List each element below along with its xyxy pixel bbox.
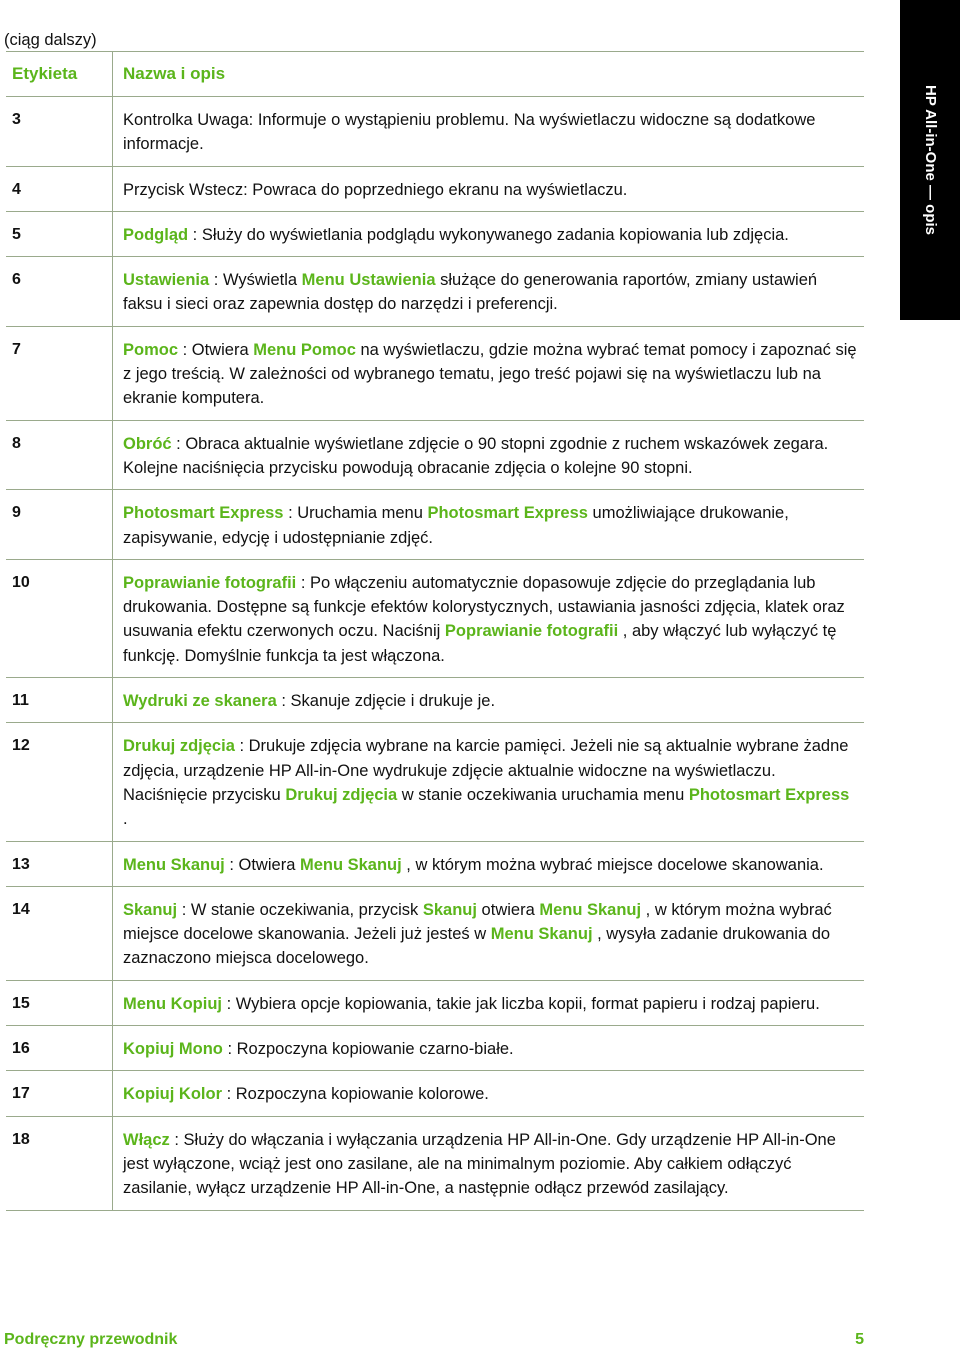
row-label: 14 bbox=[6, 887, 113, 980]
table-body bbox=[6, 97, 864, 1211]
row-description bbox=[113, 723, 864, 840]
row-label: 4 bbox=[6, 167, 113, 211]
table-row bbox=[6, 842, 864, 887]
button-name: Skanuj bbox=[422, 900, 477, 919]
button-name: Menu Skanuj bbox=[299, 855, 402, 874]
row-label: 11 bbox=[6, 678, 113, 722]
row-label: 15 bbox=[6, 981, 113, 1025]
table-row bbox=[6, 490, 864, 560]
row-description bbox=[113, 257, 864, 326]
button-name: Poprawianie fotografii bbox=[444, 622, 619, 641]
row-description bbox=[113, 1071, 864, 1115]
description-text: : Wybiera opcje kopiowania, takie jak liczba kopii, format papieru i rodzaj papieru. bbox=[221, 994, 820, 1013]
description-text: otwiera bbox=[476, 900, 540, 919]
description-text: . bbox=[123, 810, 128, 829]
button-description-table bbox=[6, 51, 864, 1211]
row-description bbox=[113, 421, 864, 490]
description-text: : Drukuje zdjęcia wybrane na karcie pamięci. Jeżeli nie są aktualnie wybrane żadne zdjęcia, urządzenie HP All-in-One wydrukuje zdjęcie aktualnie widoczne na wyświetlaczu. Naciśnięcie przycisku bbox=[123, 737, 849, 804]
description-text: : Rozpoczyna kopiowanie kolorowe. bbox=[221, 1085, 489, 1104]
row-description bbox=[113, 842, 864, 886]
description-text: , aby włączyć lub wyłączyć tę funkcję. Domyślnie funkcja ta jest włączona. bbox=[123, 622, 837, 665]
row-label: 9 bbox=[6, 490, 113, 559]
button-name: Wydruki ze skanera bbox=[123, 692, 277, 711]
table-row bbox=[6, 1026, 864, 1071]
button-name: Menu Skanuj bbox=[123, 855, 225, 874]
row-label: 10 bbox=[6, 560, 113, 677]
row-description bbox=[113, 887, 864, 980]
button-name: Menu Kopiuj bbox=[123, 994, 222, 1013]
header-label: Etykieta bbox=[6, 52, 113, 96]
table-row bbox=[6, 723, 864, 841]
row-description bbox=[113, 981, 864, 1025]
description-text: : Obraca aktualnie wyświetlane zdjęcie o 90 stopni zgodnie z ruchem wskazówek zegara. Kolejne naciśnięcia przycisku powodują obracanie zdjęcia o kolejne 90 stopni. bbox=[123, 434, 829, 477]
table-row bbox=[6, 167, 864, 212]
row-description bbox=[113, 212, 864, 256]
description-text: : Po włączeniu automatycznie dopasowuje zdjęcie do przeglądania lub drukowania. Dostępne są funkcje efektów kolorystycznych, ustawiania jasności zdjęcia, klatek oraz usuwania efektu czerwonych oczu. Naciśnij bbox=[123, 573, 845, 641]
description-text: , wysyła zadanie drukowania do zaznaczono miejsca docelowego. bbox=[123, 925, 831, 968]
row-description bbox=[113, 327, 864, 420]
row-label: 12 bbox=[6, 723, 113, 840]
description-text: na wyświetlaczu, gdzie można wybrać temat pomocy i zapoznać się z jego treścią. W zależności od wybranego tematu, jego treść pojawi się na wyświetlaczu lub na ekranie komputera. bbox=[123, 340, 857, 408]
row-description bbox=[113, 1026, 864, 1070]
button-name: Obróć bbox=[123, 434, 172, 453]
description-text: : Wyświetla bbox=[209, 271, 302, 290]
button-name: Skanuj bbox=[123, 900, 178, 919]
row-label: 7 bbox=[6, 327, 113, 420]
table-row bbox=[6, 678, 864, 723]
table-row bbox=[6, 257, 864, 327]
table-row bbox=[6, 887, 864, 981]
description-text: : Służy do włączania i wyłączania urządzenia HP All-in-One. Gdy urządzenie HP All-in-One jest wyłączone, wciąż jest ono zasilane, ale na minimalnym poziomie. Aby całkiem odłączyć zasilanie, wyłącz urządzenie HP All-in-One, a następnie odłącz przewód zasilający. bbox=[123, 1130, 836, 1198]
description-text: w stanie oczekiwania uruchamia menu bbox=[397, 785, 689, 804]
table-header bbox=[6, 51, 864, 97]
table-row bbox=[6, 421, 864, 491]
button-name: Podgląd bbox=[123, 225, 189, 244]
header-desc: Nazwa i opis bbox=[123, 64, 226, 83]
button-name: Drukuj zdjęcia bbox=[285, 785, 398, 804]
button-name: Drukuj zdjęcia bbox=[123, 737, 235, 756]
button-name: Menu Skanuj bbox=[490, 925, 593, 944]
row-description bbox=[113, 490, 864, 559]
table-row bbox=[6, 212, 864, 257]
button-name: Ustawienia bbox=[123, 271, 210, 290]
row-description bbox=[113, 1117, 864, 1210]
table-row bbox=[6, 560, 864, 678]
description-text: Przycisk Wstecz: Powraca do poprzedniego ekranu na wyświetlaczu. bbox=[123, 180, 628, 199]
description-text: , w którym można wybrać miejsce docelowe skanowania. Jeżeli już jesteś w bbox=[123, 900, 832, 944]
row-label: 13 bbox=[6, 842, 113, 886]
row-description bbox=[113, 678, 864, 722]
row-label: 8 bbox=[6, 421, 113, 490]
page-number: 5 bbox=[855, 1331, 864, 1348]
button-name: Menu Pomoc bbox=[253, 340, 356, 359]
row-label: 3 bbox=[6, 97, 113, 166]
table-row bbox=[6, 981, 864, 1026]
button-name: Photosmart Express bbox=[688, 785, 850, 804]
button-name: Włącz bbox=[123, 1130, 170, 1149]
row-description bbox=[113, 167, 864, 211]
table-row bbox=[6, 97, 864, 167]
button-name: Menu Skanuj bbox=[539, 900, 642, 919]
row-label: 5 bbox=[6, 212, 113, 256]
description-text: , w którym można wybrać miejsce docelowe skanowania. bbox=[401, 855, 824, 874]
button-name: Photosmart Express bbox=[123, 504, 284, 523]
description-text: : Służy do wyświetlania podglądu wykonywanego zadania kopiowania lub zdjęcia. bbox=[188, 225, 789, 244]
button-name: Photosmart Express bbox=[427, 504, 588, 523]
description-text: Kontrolka Uwaga: Informuje o wystąpieniu problemu. Na wyświetlaczu widoczne są dodatkowe informacje. bbox=[123, 111, 816, 154]
row-description bbox=[113, 560, 864, 677]
description-text: : Rozpoczyna kopiowanie czarno-białe. bbox=[222, 1040, 514, 1059]
button-name: Kopiuj Kolor bbox=[123, 1085, 222, 1104]
description-text: umożliwiające drukowanie, zapisywanie, edycję i udostępnianie zdjęć. bbox=[123, 504, 789, 547]
row-label: 18 bbox=[6, 1117, 113, 1210]
continued-label: (ciąg dalszy) bbox=[4, 31, 97, 49]
button-name: Poprawianie fotografii bbox=[123, 573, 297, 592]
description-text: służące do generowania raportów, zmiany ustawień faksu i sieci oraz zapewnia dostęp do narzędzi i preferencji. bbox=[123, 271, 818, 314]
button-name: Menu Ustawienia bbox=[301, 271, 436, 290]
description-text: : Skanuje zdjęcie i drukuje je. bbox=[276, 692, 496, 711]
row-label: 17 bbox=[6, 1071, 113, 1115]
description-text: : Otwiera bbox=[178, 340, 254, 359]
button-name: Pomoc bbox=[123, 340, 179, 359]
table-row bbox=[6, 1071, 864, 1116]
chapter-side-tab-label: HP All-in-One — opis bbox=[922, 84, 939, 236]
footer-title: Podręczny przewodnik bbox=[4, 1331, 178, 1348]
row-description bbox=[113, 97, 864, 166]
description-text: : W stanie oczekiwania, przycisk bbox=[177, 900, 423, 919]
row-label: 16 bbox=[6, 1026, 113, 1070]
button-name: Kopiuj Mono bbox=[123, 1040, 223, 1059]
row-label: 6 bbox=[6, 257, 113, 326]
table-row bbox=[6, 327, 864, 421]
description-text: : Otwiera bbox=[224, 855, 300, 874]
table-row bbox=[6, 1117, 864, 1211]
description-text: : Uruchamia menu bbox=[283, 504, 428, 523]
